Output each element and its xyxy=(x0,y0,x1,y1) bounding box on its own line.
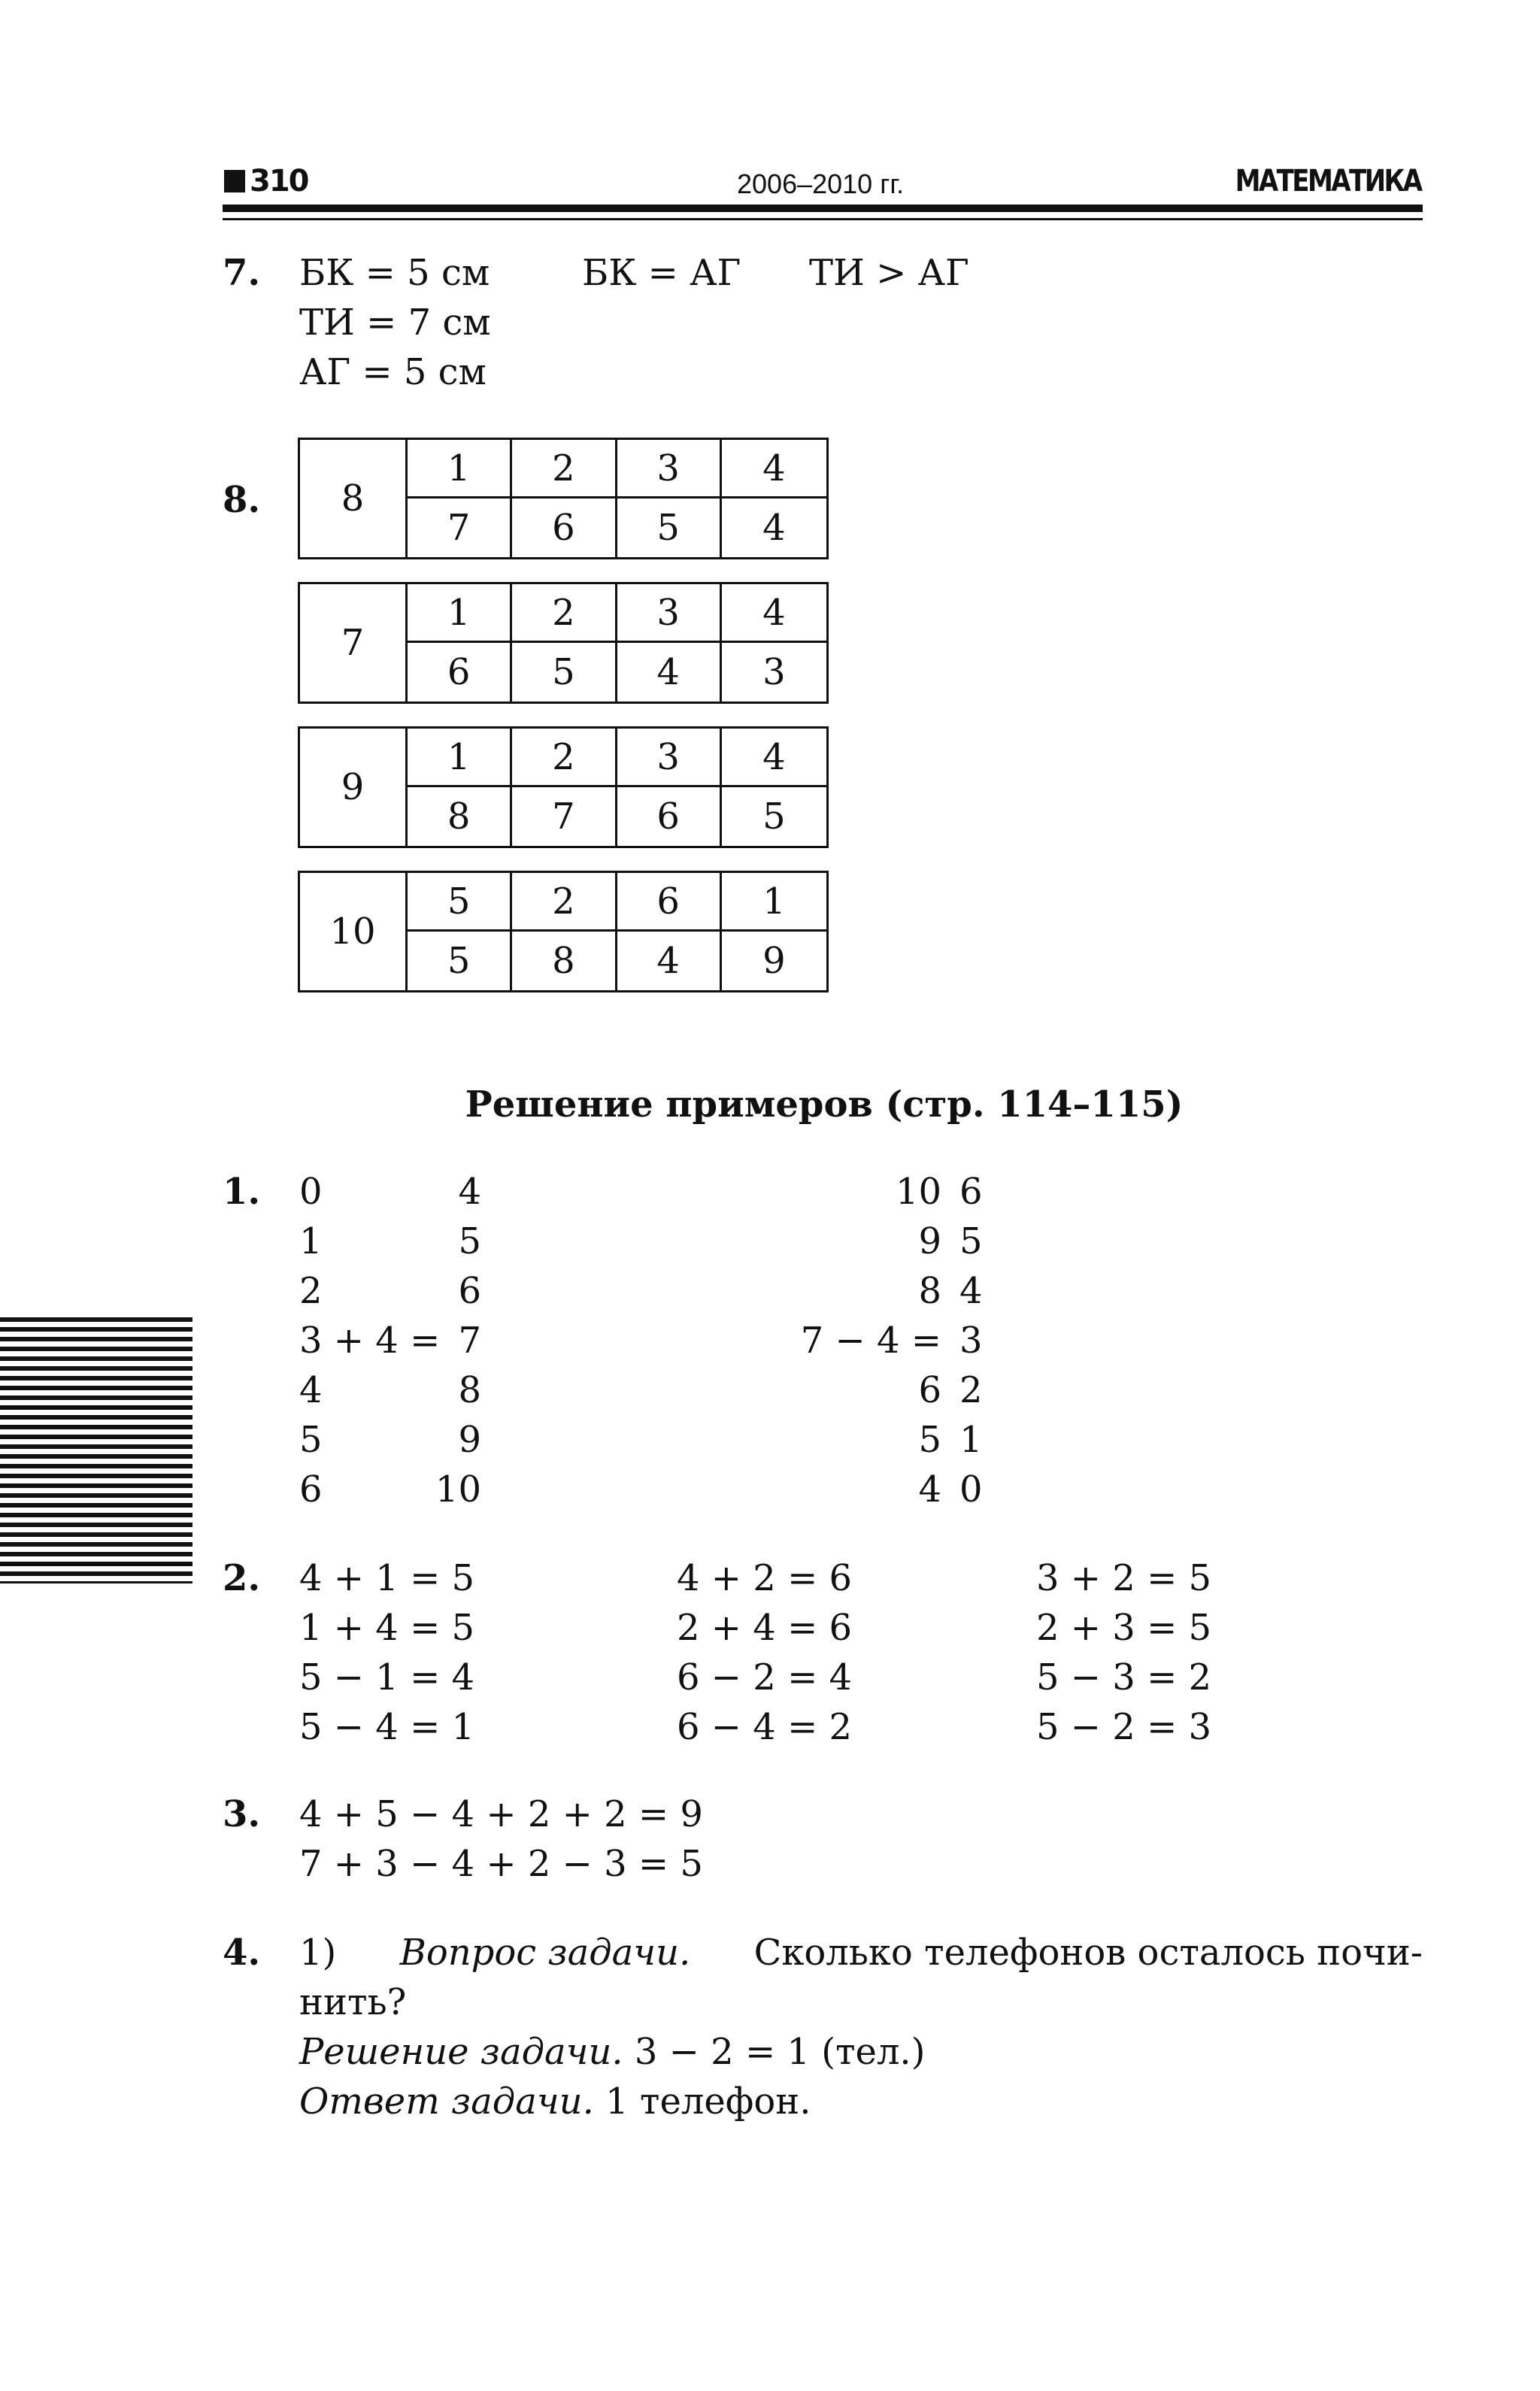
ex4-number: 4. xyxy=(223,1932,261,1974)
number-table-2 xyxy=(298,582,829,704)
ex1-cell: 4 xyxy=(918,1468,941,1511)
ex2-col1 xyxy=(299,1553,474,1752)
table-cell: 5 xyxy=(617,499,722,557)
equation: 6 − 2 = 4 xyxy=(677,1656,853,1699)
ex2-col3 xyxy=(1036,1553,1211,1752)
equation: 5 − 3 = 2 xyxy=(1036,1656,1212,1699)
section-title: Решение примеров (стр. 114–115) xyxy=(465,1083,1184,1126)
table-lead-cell: 7 xyxy=(300,584,408,702)
number-table-1 xyxy=(298,438,829,559)
equation: 2 + 4 = 6 xyxy=(677,1607,853,1649)
table-cell: 4 xyxy=(617,932,722,990)
ex2-col2 xyxy=(677,1553,852,1752)
header-subject: МАТЕМАТИКА xyxy=(1235,164,1421,198)
task7-relation2: ТИ > АГ xyxy=(809,252,969,294)
table-cell: 3 xyxy=(762,651,786,693)
ex1-number: 1. xyxy=(223,1171,261,1213)
ex1-cell: 8 xyxy=(458,1369,481,1411)
ex1-cell: 10 xyxy=(895,1171,941,1213)
ex1-cell: 4 xyxy=(299,1369,323,1411)
ex4-item-number: 1) xyxy=(299,1932,337,1974)
ex4-answer-line xyxy=(299,2077,811,2126)
ex4-question-cont: нить? xyxy=(299,1981,407,2023)
header-years: 2006–2010 гг. xyxy=(737,168,905,199)
table-cell: 5 xyxy=(762,795,786,838)
ex1-cell: 3 xyxy=(959,1320,983,1362)
ex1-cell: 10 xyxy=(435,1468,481,1511)
ex1-cell: 0 xyxy=(959,1468,983,1511)
ex4-answer-text: 1 телефон. xyxy=(605,2080,811,2123)
table-lead-cell: 8 xyxy=(300,440,408,557)
ex1-cell: 2 xyxy=(299,1270,323,1312)
ex4-solution-text: 3 − 2 = 1 (тел.) xyxy=(634,2031,926,2073)
table-cell: 2 xyxy=(512,729,617,787)
table-cell: 1 xyxy=(408,584,512,643)
ex1-cell: 1 xyxy=(299,1220,323,1262)
ex2-number: 2. xyxy=(223,1557,261,1599)
equation: 5 − 4 = 1 xyxy=(299,1706,475,1748)
table-cell: 8 xyxy=(408,787,512,846)
task7-line1: БК = 5 см xyxy=(299,252,490,294)
table-cell: 3 xyxy=(617,584,722,643)
ex1-cell: 7 − 4 = xyxy=(800,1320,941,1362)
ex3-line1: 4 + 5 − 4 + 2 + 2 = 9 xyxy=(299,1793,703,1835)
ex1-cell: 4 xyxy=(458,1171,481,1213)
task8-number: 8. xyxy=(223,479,261,521)
ex1-cell: 7 xyxy=(458,1320,481,1362)
equation: 5 − 2 = 3 xyxy=(1036,1706,1212,1748)
table-cell: 4 xyxy=(722,440,826,499)
ex1-left-col2 xyxy=(421,1167,481,1514)
ex4-question-label: Вопрос задачи. xyxy=(399,1932,691,1974)
table-cell: 2 xyxy=(512,440,617,499)
number-table-4 xyxy=(298,871,829,992)
table-cell: 6 xyxy=(408,643,512,702)
task7-line3: АГ = 5 см xyxy=(299,351,487,393)
table-cell: 2 xyxy=(512,584,617,643)
ex4-question-text: Сколько телефонов осталось почи- xyxy=(753,1932,1423,1974)
table-cell: 5 xyxy=(512,643,617,702)
ex4-solution-label: Решение задачи. xyxy=(299,2031,623,2073)
number-table-3 xyxy=(298,726,829,848)
table-lead-cell: 9 xyxy=(300,729,408,846)
header-rule-thick xyxy=(223,205,1423,212)
equation: 6 − 4 = 2 xyxy=(677,1706,853,1748)
table-cell: 4 xyxy=(722,584,826,643)
ex1-cell: 6 xyxy=(959,1171,983,1213)
task7-relation1: БК = АГ xyxy=(582,252,741,294)
equation: 5 − 1 = 4 xyxy=(299,1656,475,1699)
ex1-cell: 9 xyxy=(458,1419,481,1461)
table-cell: 6 xyxy=(617,787,722,846)
table-cell: 3 xyxy=(617,440,722,499)
ex1-cell: 5 xyxy=(299,1419,323,1461)
equation: 2 + 3 = 5 xyxy=(1036,1607,1212,1649)
ex4-solution-line xyxy=(299,2027,925,2077)
table-cell: 4 xyxy=(722,729,826,787)
table-cell: 9 xyxy=(762,940,786,982)
table-cell: 4 xyxy=(617,643,722,702)
ex3-line2: 7 + 3 − 4 + 2 − 3 = 5 xyxy=(299,1843,703,1885)
ex4-answer-label: Ответ задачи. xyxy=(299,2080,594,2123)
table-cell: 1 xyxy=(408,440,512,499)
page-number: 310 xyxy=(250,164,308,198)
ex1-cell: 6 xyxy=(918,1369,941,1411)
ex1-cell: 5 xyxy=(959,1220,983,1262)
equation: 3 + 2 = 5 xyxy=(1036,1557,1212,1599)
table-cell: 6 xyxy=(512,499,617,557)
ex1-cell: 2 xyxy=(959,1369,983,1411)
ex1-cell: 1 xyxy=(959,1419,983,1461)
table-cell: 5 xyxy=(408,873,512,932)
ex1-cell: 0 xyxy=(299,1171,323,1213)
ex1-right-col1 xyxy=(782,1167,941,1514)
equation: 4 + 2 = 6 xyxy=(677,1557,853,1599)
table-cell: 2 xyxy=(512,873,617,932)
ex1-cell: 5 xyxy=(918,1419,941,1461)
table-cell: 5 xyxy=(408,932,512,990)
equation: 1 + 4 = 5 xyxy=(299,1607,475,1649)
table-cell: 7 xyxy=(408,499,512,557)
ex1-cell: 9 xyxy=(918,1220,941,1262)
ex1-cell: 4 xyxy=(959,1270,983,1312)
ex4-question-line xyxy=(299,1928,1423,1977)
ex1-cell: 6 xyxy=(299,1468,323,1511)
header-rule-thin xyxy=(223,218,1423,220)
header-marker xyxy=(224,170,245,192)
ex1-cell: 3 + 4 = xyxy=(299,1320,441,1362)
table-cell: 3 xyxy=(617,729,722,787)
ex1-cell: 8 xyxy=(918,1270,941,1312)
ex1-right-col2 xyxy=(959,1167,983,1514)
table-cell: 4 xyxy=(762,507,786,549)
equation: 4 + 1 = 5 xyxy=(299,1557,475,1599)
task7-number: 7. xyxy=(223,252,261,294)
ex1-left-col1 xyxy=(299,1167,440,1514)
table-lead-cell: 10 xyxy=(300,873,408,990)
table-cell: 7 xyxy=(512,787,617,846)
table-cell: 6 xyxy=(617,873,722,932)
ex1-cell: 6 xyxy=(458,1270,481,1312)
table-cell: 1 xyxy=(722,873,826,932)
task7-line2: ТИ = 7 см xyxy=(299,302,491,344)
table-cell: 8 xyxy=(512,932,617,990)
side-stripe-marker xyxy=(0,1317,192,1583)
table-cell: 1 xyxy=(408,729,512,787)
ex1-cell: 5 xyxy=(458,1220,481,1262)
ex3-number: 3. xyxy=(223,1793,261,1835)
